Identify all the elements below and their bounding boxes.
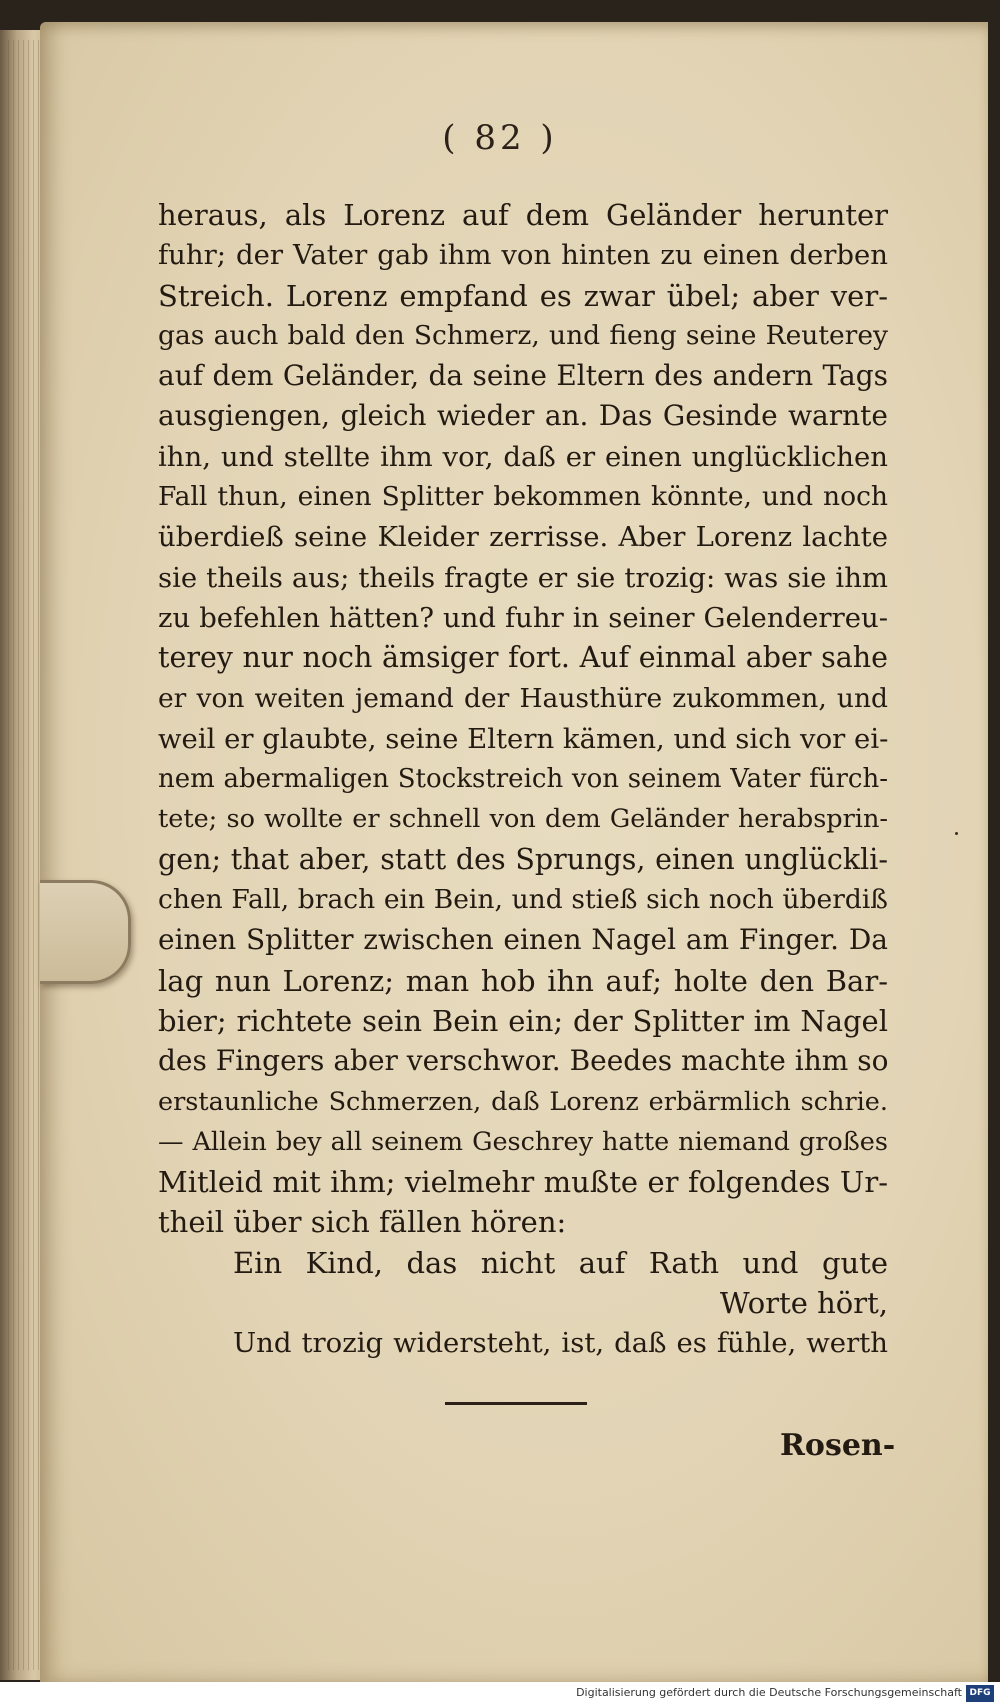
text-line: tete; so wollte er schnell von dem Geländer herabsprin-	[158, 804, 888, 835]
body-text	[158, 195, 888, 1364]
text-line: heraus, als Lorenz auf dem Geländer herunter	[158, 198, 888, 232]
text-line: auf dem Geländer, da seine Eltern des andern Tags	[158, 359, 888, 393]
verse-line: Ein Kind, das nicht auf Rath und gute	[233, 1245, 888, 1280]
text-line: weil er glaubte, seine Eltern kämen, und sich vor ei-	[158, 722, 889, 755]
text-line: einen Splitter zwischen einen Nagel am Finger. Da	[158, 923, 888, 957]
text-line: bier; richtete sein Bein ein; der Splitter im Nagel	[158, 1003, 888, 1038]
text-line: terey nur noch ämsiger fort. Auf einmal aber sahe	[158, 641, 888, 675]
separator-rule	[445, 1402, 587, 1405]
text-line: sie theils aus; theils fragte er sie trozig: was sie ihm	[158, 561, 888, 594]
text-line: fuhr; der Vater gab ihm von hinten zu einen derben	[158, 239, 888, 272]
verse-line: Worte hört,	[719, 1286, 888, 1321]
text-line: lag nun Lorenz; man hob ihn auf; holte den Bar-	[158, 963, 888, 998]
text-line: gen; that aber, statt des Sprungs, einen unglückli-	[158, 842, 888, 876]
text-line: — Allein bey all seinem Geschrey hatte niemand großes	[158, 1126, 888, 1157]
text-line: Fall thun, einen Splitter bekommen könnte, und noch	[158, 481, 888, 513]
text-line: gas auch bald den Schmerz, und fieng seine Reuterey	[158, 319, 888, 351]
page-edges	[8, 40, 42, 1670]
text-line: nem abermaligen Stockstreich von seinem Vater fürch-	[158, 764, 888, 795]
text-line: zu befehlen hätten? und fuhr in seiner Gelenderreu-	[158, 601, 888, 634]
text-line: des Fingers aber verschwor. Beedes machte ihm so	[158, 1044, 889, 1078]
page-tab-marker	[40, 880, 131, 984]
text-line: ihn, und stellte ihm vor, daß er einen unglücklichen	[158, 440, 888, 473]
text-line: chen Fall, brach ein Bein, und stieß sich noch überdiß	[158, 884, 888, 916]
text-line: ausgiengen, gleich wieder an. Das Gesinde warnte	[158, 399, 888, 433]
text-line: theil über sich fällen hören:	[158, 1205, 567, 1240]
text-line: er von weiten jemand der Hausthüre zukommen, und	[158, 682, 888, 714]
dfg-logo: DFG	[966, 1685, 994, 1702]
funding-credit: Digitalisierung gefördert durch die Deutsche Forschungsgemeinschaft	[576, 1686, 962, 1699]
digitization-footer	[0, 1682, 1000, 1706]
text-line: überdieß seine Kleider zerrisse. Aber Lorenz lachte	[158, 521, 888, 554]
page-number: ( 82 )	[442, 118, 558, 158]
paper-speck	[955, 832, 958, 835]
text-line: Streich. Lorenz empfand es zwar übel; aber ver-	[158, 278, 888, 313]
catchword: Rosen-	[780, 1428, 896, 1463]
verse-line: Und trozig widersteht, ist, daß es fühle, werth	[233, 1327, 888, 1360]
text-line: erstaunliche Schmerzen, daß Lorenz erbärmlich schrie.	[158, 1086, 888, 1117]
text-line: Mitleid mit ihm; vielmehr mußte er folgendes Ur-	[158, 1165, 888, 1200]
